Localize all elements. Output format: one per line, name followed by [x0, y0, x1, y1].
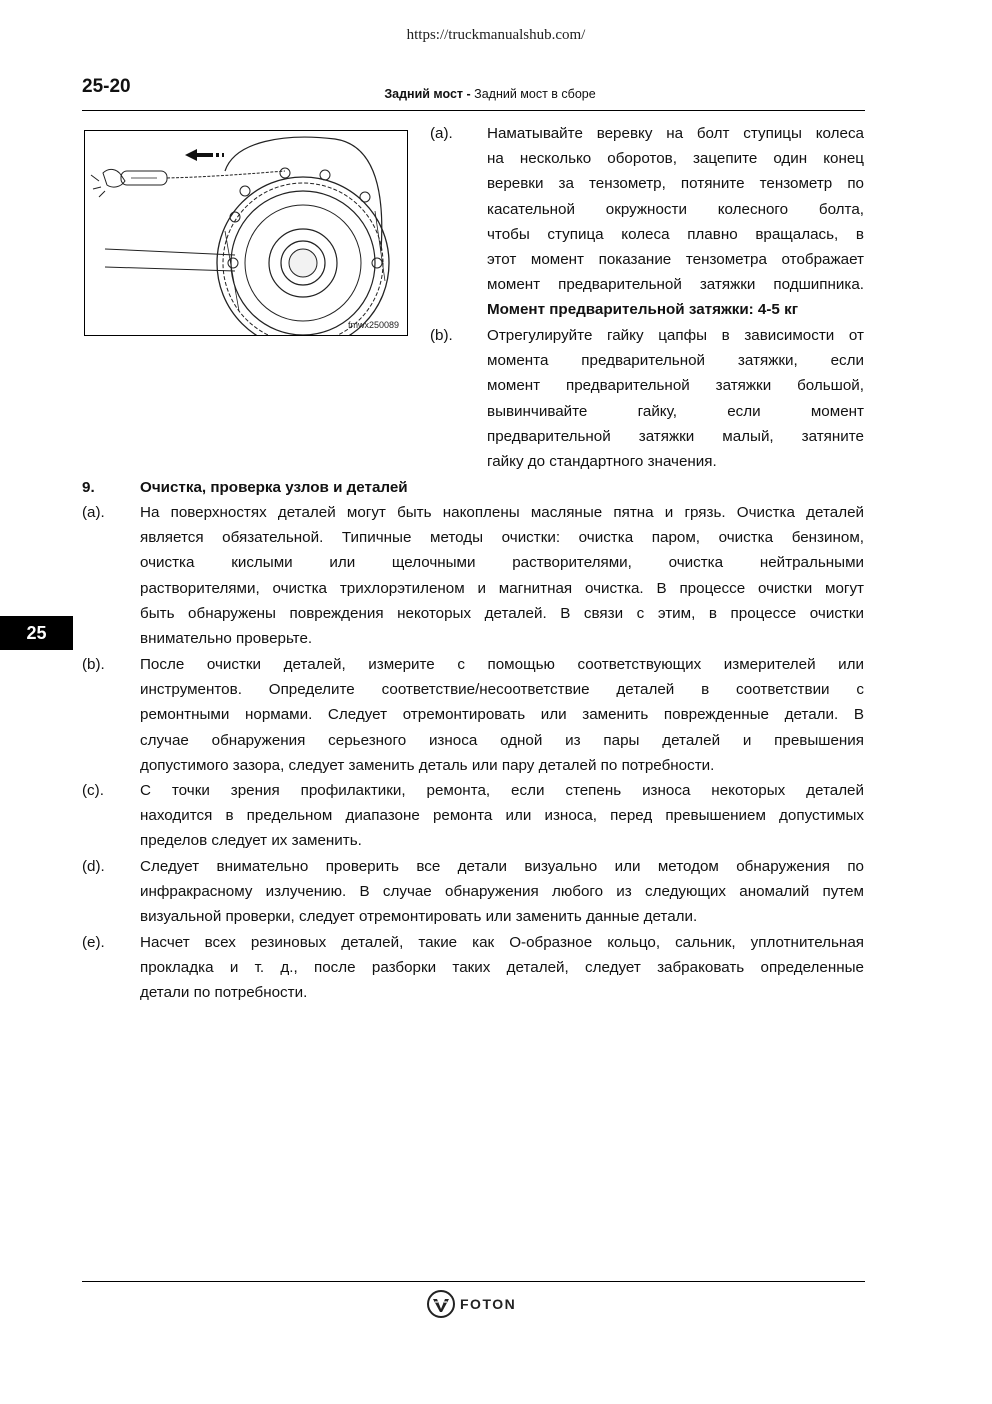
- item-e-line: детали по потребности.: [140, 984, 308, 1002]
- item-a-line: На поверхностях деталей могут быть накоплены масляные пятна и грязь. Очистка деталей: [140, 504, 864, 521]
- item-a-line: очистка кислыми или щелочными растворителями, очистка нейтральными: [140, 554, 864, 572]
- step-a-line: веревки за тензометр, потяните тензометр по: [487, 175, 864, 193]
- section-9-title: Очистка, проверка узлов и деталей: [140, 479, 408, 496]
- step-a-line: на несколько оборотов, зацепите один конец: [487, 150, 864, 168]
- step-b-line: Отрегулируйте гайку цапфы в зависимости от: [487, 327, 864, 344]
- item-d-line: визуальной проверки, следует отремонтировать или заменить данные детали.: [140, 908, 698, 926]
- item-c-line: С точки зрения профилактики, ремонта, если степень износа некоторых деталей: [140, 782, 864, 799]
- item-c-line: находится в предельном диапазоне ремонта или износа, перед превышением допустимых: [140, 807, 864, 825]
- chapter-tab: 25: [0, 616, 73, 650]
- step-b-line: момента предварительной затяжки, если: [487, 352, 864, 370]
- item-b-label: (b).: [82, 656, 105, 673]
- item-a-line: быть обнаружены повреждения некоторых деталей. В связи с этим, в процессе очистки: [140, 604, 864, 622]
- footer-rule: [82, 1281, 865, 1282]
- foton-emblem-icon: [426, 1289, 456, 1319]
- step-b-label: (b).: [430, 327, 453, 344]
- step-b-line: вывинчивайте гайку, если момент: [487, 402, 864, 420]
- item-a-label: (a).: [82, 504, 105, 521]
- torque-spec: Момент предварительной затяжки: 4-5 кг: [487, 301, 799, 319]
- step-a-line: Наматывайте веревку на болт ступицы колеса: [487, 125, 864, 142]
- hub-illustration: [85, 131, 407, 335]
- item-a-text: [140, 500, 864, 651]
- item-b-line: инструментов. Определите соответствие/несоответствие деталей в соответствии с: [140, 681, 864, 699]
- header-rule: [82, 110, 865, 111]
- item-b-line: случае обнаружения серьезного износа одной из пары деталей и превышения: [140, 731, 864, 749]
- item-e-label: (e).: [82, 934, 105, 951]
- source-url[interactable]: https://truckmanualshub.com/: [406, 27, 586, 43]
- item-a-line: внимательно проверьте.: [140, 630, 313, 648]
- brand-name: FOTON: [460, 1296, 517, 1312]
- item-d-line: Следует внимательно проверить все детали визуально или методом обнаружения по: [140, 858, 864, 875]
- item-e-text: [140, 930, 864, 1006]
- page-number: 25-20: [82, 76, 131, 97]
- item-b-line: ремонтными нормами. Следует отремонтировать или заменить поврежденные детали. В: [140, 706, 864, 724]
- step-a-line: момент предварительной затяжки подшипника.: [487, 276, 864, 294]
- item-c-label: (c).: [82, 782, 104, 799]
- item-b-line: После очистки деталей, измерите с помощью соответствующих измерителей или: [140, 656, 864, 673]
- item-e-line: Насчет всех резиновых деталей, такие как О-образное кольцо, сальник, уплотнительная: [140, 934, 864, 951]
- item-b-text: [140, 652, 864, 778]
- running-header-section: Задний мост -: [384, 87, 471, 101]
- item-d-label: (d).: [82, 858, 105, 875]
- item-a-line: растворителями, очистка трихлорэтиленом и магнитная очистка. В процессе очистки могут: [140, 579, 864, 597]
- step-a-line: этот момент показание тензометра отображает: [487, 251, 864, 269]
- item-e-line: прокладка и т. д., после разборки таких деталей, следует забраковать определенные: [140, 959, 864, 977]
- hub-tension-gauge-figure: [84, 130, 408, 336]
- step-a-text: [487, 121, 864, 323]
- figure-code: fmwx250089: [347, 320, 399, 330]
- step-b-line: предварительной затяжки малый, затяните: [487, 427, 864, 445]
- brand-logo: [426, 1288, 516, 1320]
- step-b-line: момент предварительной затяжки большой,: [487, 377, 864, 395]
- item-b-line: допустимого зазора, следует заменить деталь или пару деталей по потребности.: [140, 756, 715, 774]
- step-a-line: чтобы ступица колеса плавно вращалась, в: [487, 225, 864, 243]
- item-d-text: [140, 854, 864, 930]
- item-c-line: пределов следует их заменить.: [140, 832, 362, 850]
- step-a-line: касательной окружности колесного болта,: [487, 200, 864, 218]
- running-header: [300, 87, 680, 101]
- step-a-label: (a).: [430, 125, 453, 142]
- item-c-text: [140, 778, 864, 854]
- item-a-line: является обязательной. Типичные методы очистки: очистка паром, очистка бензином,: [140, 529, 864, 547]
- running-header-subsection: Задний мост в сборе: [470, 87, 596, 101]
- step-b-text: [487, 323, 864, 474]
- step-b-line: гайку до стандартного значения.: [487, 453, 717, 471]
- section-9-number: 9.: [82, 479, 95, 496]
- item-d-line: инфракрасному излучению. В случае обнаружения любого из следующих аномалий путем: [140, 883, 864, 901]
